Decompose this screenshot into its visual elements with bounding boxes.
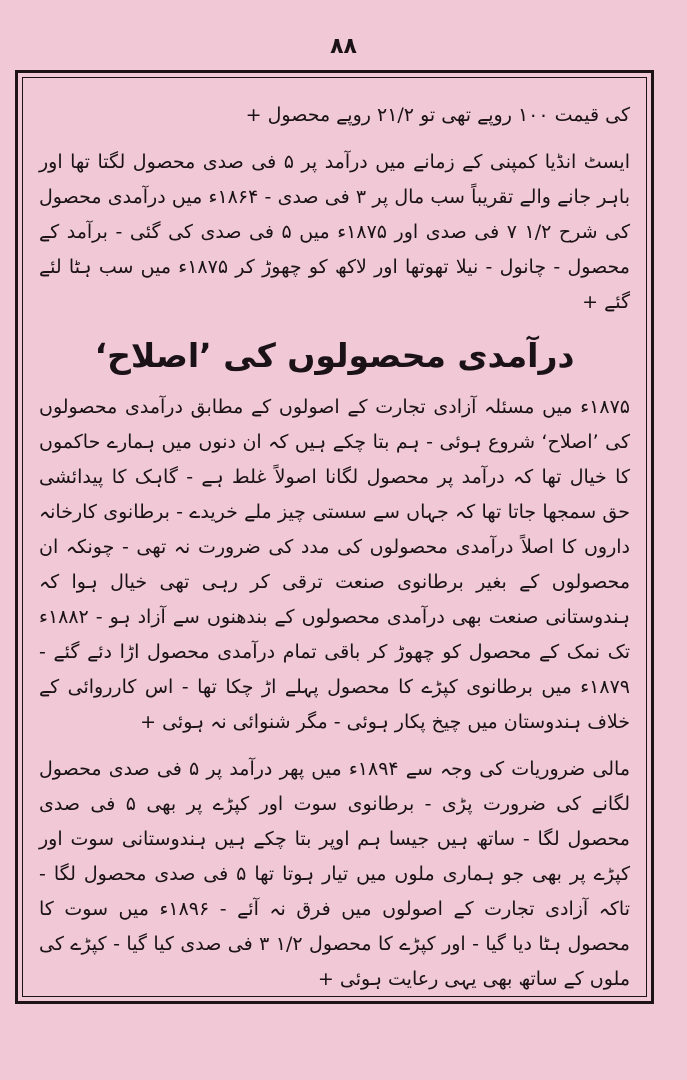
paragraph-financial-needs: مالی ضروریات کی وجہ سے ۱۸۹۴ء میں پھر درآمد پر ۵ فی صدی محصول لگانے کی ضرورت پڑی - برطانوی سوت اور کپڑے پر بھی ۵ فی صدی محصول لگا - ساتھ ہیں جیسا ہم اوپر بتا چکے ہیں ہندوستانی سوت اور کپڑے پر بھی جو ہماری ملوں میں تیار ہوتا تھا ۵ فی صدی محصول لگا - تاکہ آزادی تجارت کے اصولوں میں فرق نہ آئے - ۱۸۹۶ء میں سوت کا محصول ہٹا دیا گیا - اور کپڑے کا محصول ۱/۲ ۳ فی صدی کیا گیا - کپڑے کی ملوں کے ساتھ بھی یہی رعایت ہوئی + bbox=[39, 758, 631, 990]
section-heading: درآمدی محصولوں کی ’اصلاح‘ bbox=[94, 336, 575, 375]
paragraph-east-india-company: ایسٹ انڈیا کمپنی کے زمانے میں درآمد پر ۵ فی صدی محصول لگتا تھا اور باہر جانے والے تقریباً سب مال پر ۳ فی صدی - ۱۸۶۴ء میں درآمدی محصول کی شرح ۱/۲ ۷ فی صدی اور ۱۸۷۵ء میں ۵ فی صدی کی گئی - برآمد کے محصول - چانول - نیلا تھوتھا اور لاکھ کو چھوڑ کر ۱۸۷۵ء میں سب ہٹا لئے گئے + bbox=[39, 151, 631, 313]
page-text-frame bbox=[22, 77, 647, 997]
paragraph-price-note: کی قیمت ۱۰۰ روپے تھی تو ۲۱/۲ روپے محصول + bbox=[245, 104, 630, 126]
paragraph-free-trade-reform: ۱۸۷۵ء میں مسئلہ آزادی تجارت کے اصولوں کے مطابق درآمدی محصولوں کی ’اصلاح‘ شروع ہوئی - ہم بتا چکے ہیں کہ ان دنوں میں ہمارے حاکموں کا خیال تھا کہ درآمد پر محصول لگانا اصولاً غلط ہے - گاہک کا پیدائشی حق سمجھا جاتا تھا کہ جہاں سے سستی چیز ملے خریدے - برطانوی کارخانہ داروں کا اصلاً درآمدی محصولوں کی مدد کی ضرورت نہ تھی - چونکہ ان محصولوں کے بغیر برطانوی صنعت ترقی کر رہی تھی خیال ہوا کہ ہندوستانی صنعت بھی درآمدی محصولوں کے بندھنوں سے آزاد ہو - ۱۸۸۲ء تک نمک کے محصول کو چھوڑ کر باقی تمام درآمدی محصول اڑا دئے گئے - ۱۸۷۹ء میں برطانوی کپڑے کا محصول پہلے اڑ چکا تھا - اس کارروائی کے خلاف ہندوستان میں چیخ پکار ہوئی - مگر شنوائی نہ ہوئی + bbox=[39, 396, 630, 733]
page-number: ۸۸ bbox=[330, 34, 357, 59]
